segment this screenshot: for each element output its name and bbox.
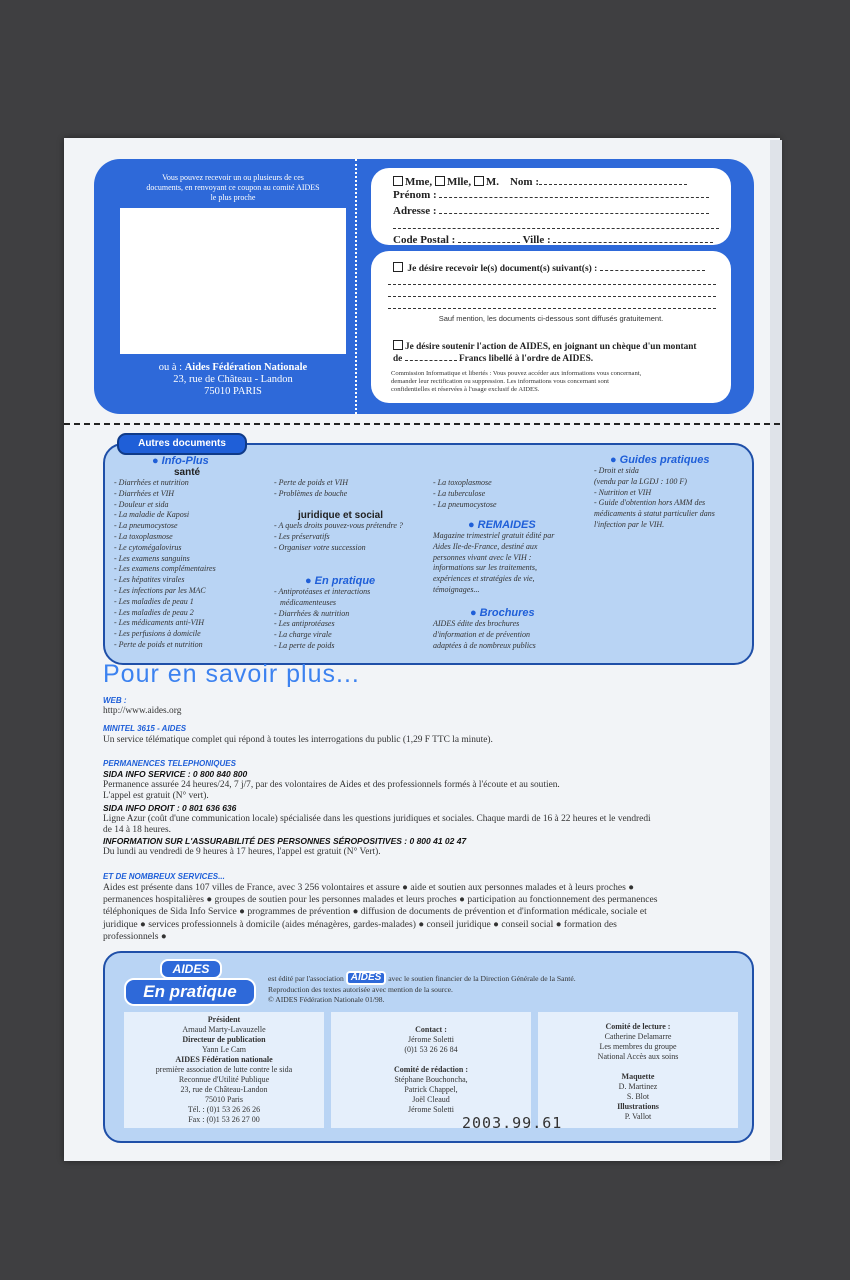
sis-text-2: L'appel est gratuit (N° vert). xyxy=(103,791,209,802)
guides-list: - Droit et sida (vendu par la LGDJ : 100 F) - Nutrition et VIH - Guide d'obtention hors AMM des médicaments à statut particulier dans l'infection par le VIH. xyxy=(594,466,715,529)
adresse-row: Adresse : xyxy=(393,205,709,217)
other-documents-tab: Autres documents xyxy=(117,433,247,455)
assurabilite-heading: INFORMATION SUR L'ASSURABILITÉ DES PERSONNES SÉROPOSITIVES : 0 800 41 02 47 xyxy=(103,836,467,847)
aides-logo: AIDES xyxy=(160,959,222,979)
m-checkbox[interactable] xyxy=(474,176,484,186)
sid-heading: SIDA INFO DROIT : 0 801 636 636 xyxy=(103,802,237,813)
info-plus-heading: ● Info-Plus xyxy=(152,455,209,467)
documents-line-3[interactable] xyxy=(388,296,716,297)
en-pratique-logo: En pratique xyxy=(124,978,256,1006)
sid-text-2: de 14 à 18 heures. xyxy=(103,825,171,836)
coupon-intro: Vous pouvez recevoir un ou plusieurs de ces documents, en renvoyant ce coupon au comité AIDES le plus proche xyxy=(146,173,320,202)
publication-credits: Président Arnaud Marty-Lavauzelle Directeur de publication Yann Le Cam AIDES Fédération nationale première association de lutte contre le sida Reconnue d'Utilité Publique 23, rue de Château-Landon 75010 Paris Tél. : (0)1 53 26 26 26 Fax : (0)1 53 26 27 00 xyxy=(155,1015,293,1124)
montant-field[interactable] xyxy=(405,360,457,361)
info-plus-col2: - Perte de poids et VIH - Problèmes de bouche xyxy=(274,478,348,498)
info-plus-col3: - La toxoplasmose - La tuberculose - La pneumocystose xyxy=(433,478,497,509)
en-pratique-heading: ● En pratique xyxy=(305,575,375,587)
mlle-checkbox[interactable] xyxy=(435,176,445,186)
adresse-field[interactable] xyxy=(439,213,709,214)
civility-row: Mme, Mlle, M. Nom : xyxy=(393,176,687,188)
prenom-row: Prénom : xyxy=(393,189,709,201)
documents-line-4[interactable] xyxy=(388,308,716,309)
services-text: Aides est présente dans 107 villes de France, avec 3 256 volontaires et assure ● aide et soutien aux personnes malades et à leurs proches ● permanences hospitalières ● groupes de soutien pour les personnes malades et leurs proches ● participation au fonctionnement des permanences téléphoniques de Sida Info Service ● programmes de prévention ● diffusion de documents de prévention et d'information médicale, sociale et juridique ● services professionnels à domicile (aides ménagères, gardes-malades) ● conseil juridique ● conseil social ● formation des professionnels ● xyxy=(103,881,658,943)
documents-field[interactable] xyxy=(600,270,705,271)
return-address: ou à : Aides Fédération Nationale 23, rue de Château - Landon 75010 PARIS xyxy=(158,362,308,397)
nom-field[interactable] xyxy=(539,184,687,185)
documents-line-2[interactable] xyxy=(388,284,716,285)
brochures-heading: ● Brochures xyxy=(470,607,535,619)
soutenir-checkbox[interactable] xyxy=(393,340,403,350)
sid-text-1: Ligne Azur (coût d'une communication locale) spécialisée dans les questions juridiques et sociales. Chaque mardi de 16 à 22 heures et le vendredi xyxy=(103,813,651,824)
recevoir-row: Je désire recevoir le(s) document(s) suivant(s) : xyxy=(393,262,705,274)
minitel-text: Un service télématique complet qui répond à toutes les interrogations du public (1,29 F TTC la minute). xyxy=(103,734,493,745)
handwritten-catalog-number: 2003.99.61 xyxy=(462,1114,563,1132)
code-postal-field[interactable] xyxy=(458,242,520,243)
assurabilite-text: Du lundi au vendredi de 9 heures à 17 heures, l'appel est gratuit (N° Vert). xyxy=(103,847,381,858)
page-edge xyxy=(770,140,782,1160)
soutenir-row: Je désire soutenir l'action de AIDES, en joignant un chèque d'un montant de Francs libellé à l'ordre de AIDES. xyxy=(393,342,697,364)
info-plus-col1: - Diarrhées et nutrition - Diarrhées et VIH - Douleur et sida - La maladie de Kaposi - La pneumocystose - La toxoplasmose - Le cytomégalovirus - Les examens sanguins - Les examens complémentaires - Les hépatites virales - Les infections par les MAC - Les maladies de peau 1 - Les maladies de peau 2 - Les médicaments anti-VIH - Les perfusions à domicile - Perte de poids et nutrition xyxy=(114,478,216,649)
remaides-text: Magazine trimestriel gratuit édité par Aides Ile-de-France, destiné aux personnes vivant avec le VIH : informations sur les traitements, expériences et stratégies de vie, témoignages... xyxy=(433,531,555,594)
sante-subheading: santé xyxy=(174,467,201,478)
web-heading: WEB : xyxy=(103,696,127,705)
mme-checkbox[interactable] xyxy=(393,176,403,186)
services-heading: ET DE NOMBREUX SERVICES... xyxy=(103,871,225,881)
gratuit-note: Sauf mention, les documents ci-dessous sont diffusés gratuitement. xyxy=(438,314,664,323)
cnil-notice: Commission Informatique et libertés : Vous pouvez accéder aux informations vous concernant, demander leur rectification ou suppression. Les informations vous concernant sont confidentielles et réservées à l'usage exclusif de AIDES. xyxy=(391,370,642,394)
aides-inline-logo: AIDES xyxy=(346,971,387,985)
prenom-field[interactable] xyxy=(439,197,709,198)
adresse-field-line2[interactable] xyxy=(393,228,719,229)
permanences-heading: PERMANENCES TELEPHONIQUES xyxy=(103,758,236,768)
web-url[interactable]: http://www.aides.org xyxy=(103,706,182,717)
edition-notice: est édité par l'association AIDES avec le soutien financier de la Direction Générale de la Santé. Reproduction des textes autorisée avec mention de la source. © AIDES Fédération Nationale 01/98. xyxy=(268,972,576,1004)
ville-field[interactable] xyxy=(553,242,713,243)
cut-line xyxy=(64,423,780,425)
recevoir-checkbox[interactable] xyxy=(393,262,403,272)
guides-heading: ● Guides pratiques xyxy=(610,454,710,466)
savoir-plus-title: Pour en savoir plus... xyxy=(103,660,360,688)
juridique-subheading: juridique et social xyxy=(298,510,384,521)
minitel-heading: MINITEL 3615 - AIDES xyxy=(103,724,187,734)
juridique-list: - A quels droits pouvez-vous prétendre ? - Les préservatifs - Organiser votre succession xyxy=(274,521,403,552)
redaction-credits: Contact : Jérome Soletti (0)1 53 26 26 84 Comité de rédaction : Stéphane Bouchoncha, Patrick Chappel, Joël Cleaud Jérome Soletti xyxy=(394,1025,468,1114)
lecture-credits: Comité de lecture : Catherine Delamarre Les membres du groupe National Accès aux soins Maquette D. Martinez S. Blot Illustrations P. Vallot xyxy=(597,1022,679,1121)
cp-ville-row: Code Postal : Ville : xyxy=(393,234,713,246)
en-pratique-list: - Antiprotéases et interactions médicamenteuses - Diarrhées & nutrition - Les antiprotéases - La charge virale - La perte de poids xyxy=(274,587,371,650)
remaides-heading: ● REMAIDES xyxy=(468,519,536,531)
sis-heading: SIDA INFO SERVICE : 0 800 840 800 xyxy=(103,769,248,780)
coupon-divider xyxy=(355,159,357,414)
brochures-text: AIDES édite des brochures d'information et de prévention adaptées à de nombreux publics xyxy=(433,619,536,650)
savoir-plus-body xyxy=(103,695,763,943)
address-label-box xyxy=(120,208,346,354)
sis-text-1: Permanence assurée 24 heures/24, 7 j/7, par des volontaires de Aides et des professionnels formés à l'écoute et au soutien. xyxy=(103,780,560,791)
